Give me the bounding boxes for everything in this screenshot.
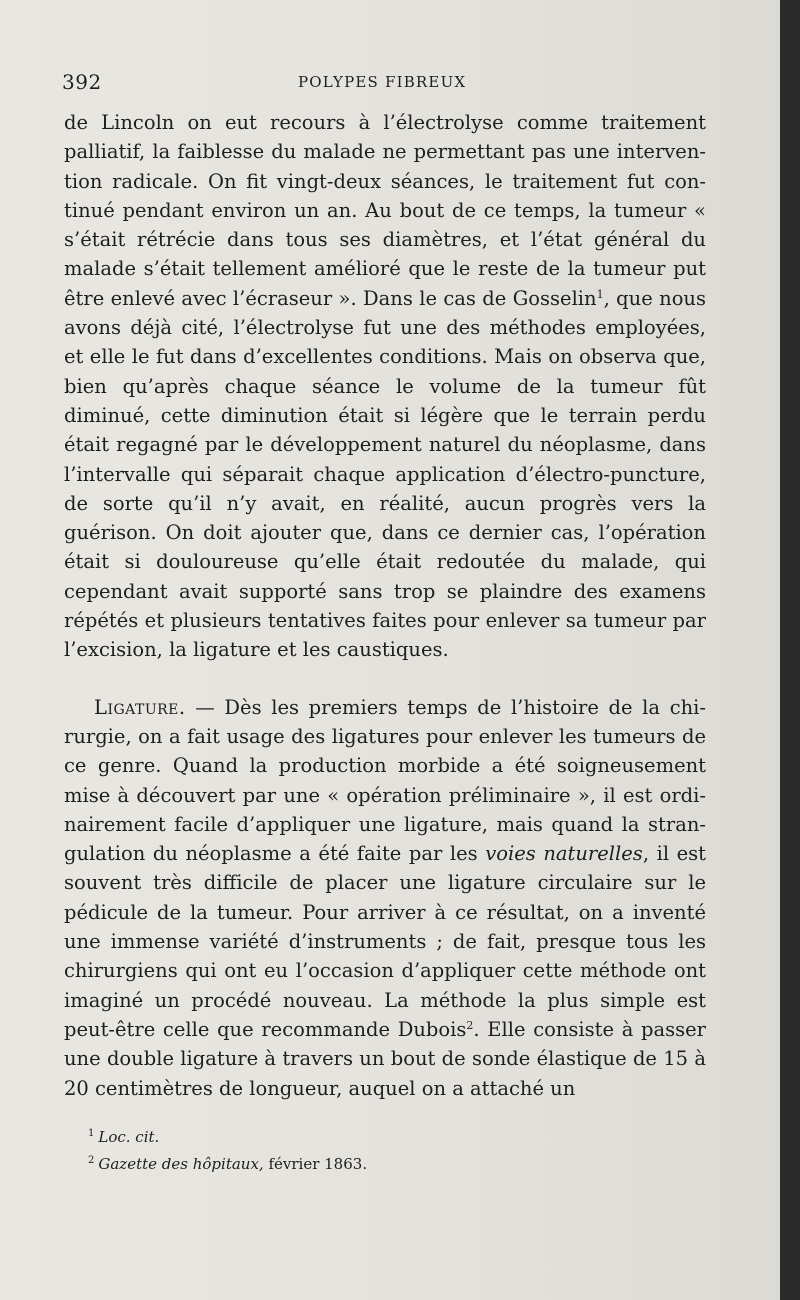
- italic-term: voies naturelles: [485, 842, 643, 866]
- footnote-2-date: février 1863.: [263, 1155, 368, 1173]
- body-text: [64, 108, 706, 1103]
- footnote-ref-1: 1: [596, 287, 604, 301]
- paragraph-electrolysis: [64, 108, 706, 665]
- footnote-2-text: Gazette des hôpitaux,: [98, 1155, 264, 1173]
- paragraph-1-text-b: , que nous avons déjà cité, l’électrolyse fut une des méthodes employées, et elle le fut dans d’excellentes conditions. Mais on observa que, bien qu’après chaque séance le volume de la tumeur fût diminué, cette diminution était si légère que le terrain perdu était regagné par le développement naturel du néoplasme, dans l’intervalle qui séparait chaque application d’électro-puncture, de sorte qu’il n’y avait, en réalité, aucun progrès vers la guérison. On doit ajouter que, dans ce dernier cas, l’opération était si douloureuse qu’elle était redoutée du malade, qui cependant avait supporté sans trop se plaindre des examens répétés et plusieurs tentatives faites pour enlever sa tumeur par l’excision, la ligature et les caustiques.: [64, 286, 706, 662]
- footnotes: [88, 1122, 688, 1176]
- footnote-1-text: Loc. cit.: [98, 1128, 160, 1146]
- running-title: POLYPES FIBREUX: [298, 73, 467, 91]
- footnote-2: [88, 1149, 688, 1176]
- paragraph-2-text-c: . Elle consiste à passer une double ligature à travers un bout de sonde élastique de 15 à 20 centimètres de longueur, auquel on a attaché un: [64, 1017, 707, 1100]
- footnote-ref-2: 2: [466, 1018, 474, 1032]
- footnote-1: [88, 1122, 688, 1149]
- footnote-2-mark: 2: [88, 1155, 95, 1166]
- paragraph-1-text-a: de Lincoln on eut recours à l’électrolyse comme traitement palliatif, la faiblesse du malade ne permettant pas une interven- tion radicale. On fit vingt-deux séances, le traitement fut con- tinué pendant environ un an. Au bout de ce temps, la tumeur « s’était rétrécie dans tous ses diamètres, et l’état général du malade s’était tellement amélioré que le reste de la tumeur put être enlevé avec l’écraseur ». Dans le cas de Gosselin: [64, 111, 706, 310]
- page-number: 392: [62, 70, 102, 94]
- running-header: [62, 70, 712, 98]
- footnote-1-mark: 1: [88, 1128, 95, 1139]
- paragraph-ligature: [64, 693, 706, 1103]
- paragraph-2-text-b: , il est souvent très difficile de placer une ligature circulaire sur le pédicule de la tumeur. Pour arriver à ce résultat, on a inventé une immense variété d’instruments ; de fait, presque tous les chirurgiens qui ont eu l’occasion d’appliquer cette méthode ont imaginé un procédé nouveau. La méthode la plus simple est peut-être celle que recommande Dubois: [64, 842, 707, 1041]
- section-heading-ligature: Ligature.: [94, 695, 186, 719]
- paragraph-2-text-a: — Dès les premiers temps de l’histoire de la chi- rurgie, on a fait usage des ligatures pour enlever les tumeurs de ce genre. Quand la production morbide a été soigneusement mise à découvert par une « opération préliminaire », il est ordi- nairement facile d’appliquer une ligature, mais quand la stran- gulation du néoplasme a été faite par les: [64, 695, 706, 866]
